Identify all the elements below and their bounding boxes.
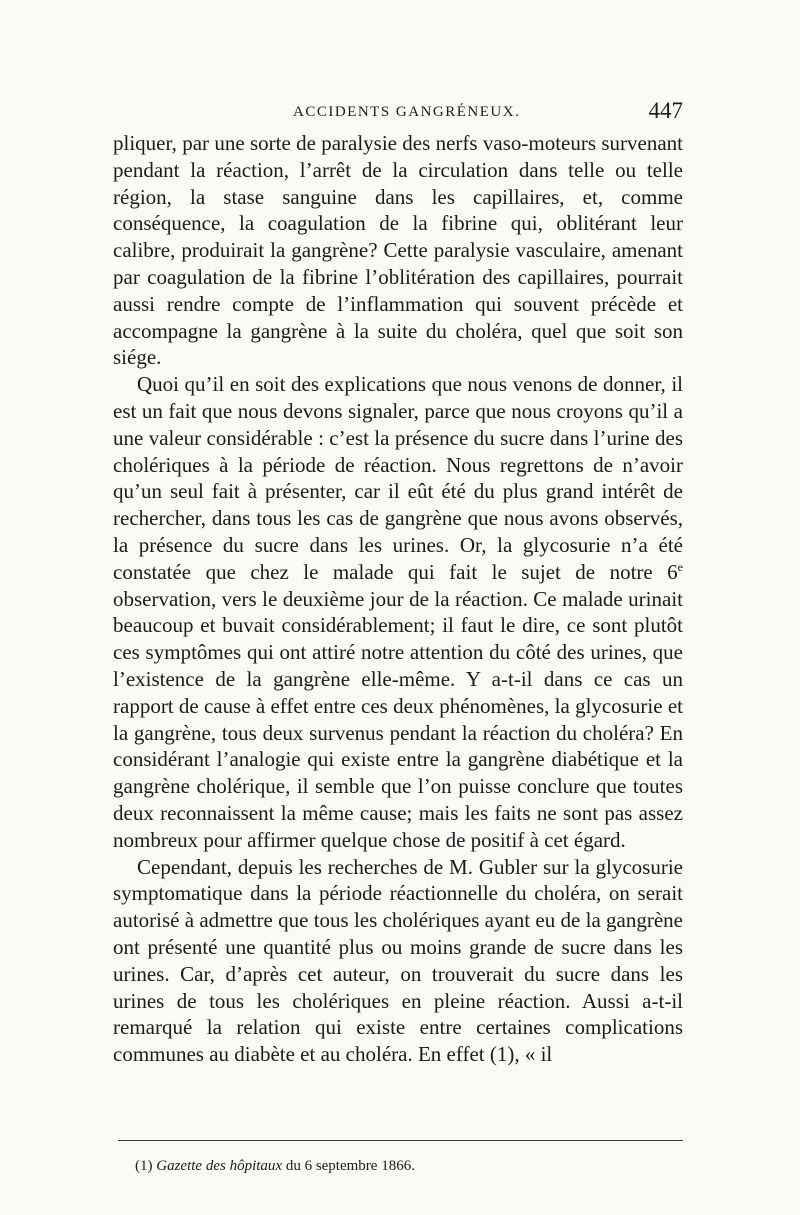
footnote-journal: Gazette des hôpitaux — [156, 1158, 283, 1174]
running-head — [113, 96, 683, 130]
paragraph-glycosuria — [113, 371, 683, 853]
body-text — [113, 130, 683, 1068]
paragraph-continuation: pliquer, par une sorte de paralysie des nerfs vaso-moteurs survenant pendant la réaction, l’arrêt de la circulation dans telle ou telle région, la stase sanguine dans les capillaires, et, comme conséquence, la coagulation de la fibrine qui, oblitérant leur calibre, produirait la gangrène? Cette paralysie vasculaire, amenant par coagulation de la fibrine l’oblitération des capillaires, pourrait aussi rendre compte de l’inflammation qui souvent précède et accompagne la gangrène à la suite du choléra, quel que soit son siége. — [113, 131, 683, 370]
footnote-rule — [118, 1140, 683, 1141]
footnote — [135, 1158, 415, 1175]
ordinal-superscript: e — [677, 559, 683, 574]
footnote-marker: (1) — [135, 1158, 153, 1174]
page-number: 447 — [648, 98, 683, 123]
running-title: ACCIDENTS GANGRÉNEUX. — [293, 104, 521, 120]
paragraph-glycosuria-part2: observation, vers le deuxième jour de la réaction. Ce malade urinait beaucoup et buvait considérablement; il faut le dire, ce sont plutôt ces symptômes qui ont attiré notre attention du côté des urines, que l’existence de la gangrène elle-même. Y a-t-il dans ce cas un rapport de cause à effet entre ces deux phénomènes, la glycosurie et la gangrène, tous deux survenus pendant la réaction du choléra? En considérant l’analogie qui existe entre la gangrène diabétique et la gangrène cholérique, il semble que l’on puisse conclure que toutes deux reconnaissent la même cause; mais les faits ne sont pas assez nombreux pour affirmer quelque chose de positif à cet égard. — [113, 586, 683, 852]
footnote-date: du 6 septembre 1866. — [285, 1158, 415, 1174]
paragraph-gubler: Cependant, depuis les recherches de M. Gubler sur la glycosurie symptomatique dans la période réactionnelle du choléra, on serait autorisé à admettre que tous les cholériques ayant eu de la gangrène ont présenté une quantité plus ou moins grande de sucre dans les urines. Car, d’après cet auteur, on trouverait du sucre dans les urines de tous les cholériques en pleine réaction. Aussi a-t-il remarqué la relation qui existe entre certaines complications communes au diabète et au choléra. En effet (1), « il — [113, 854, 683, 1067]
paragraph-glycosuria-part1: Quoi qu’il en soit des explications que nous venons de donner, il est un fait que nous devons signaler, parce que nous croyons qu’il a une valeur considérable : c’est la présence du sucre dans l’urine des cholériques à la période de réaction. Nous regrettons de n’avoir qu’un seul fait à présenter, car il eût été du plus grand intérêt de rechercher, dans tous les cas de gangrène que nous avons observés, la présence du sucre dans les urines. Or, la glycosurie n’a été constatée que chez le malade qui fait le sujet de notre 6 — [113, 372, 683, 584]
